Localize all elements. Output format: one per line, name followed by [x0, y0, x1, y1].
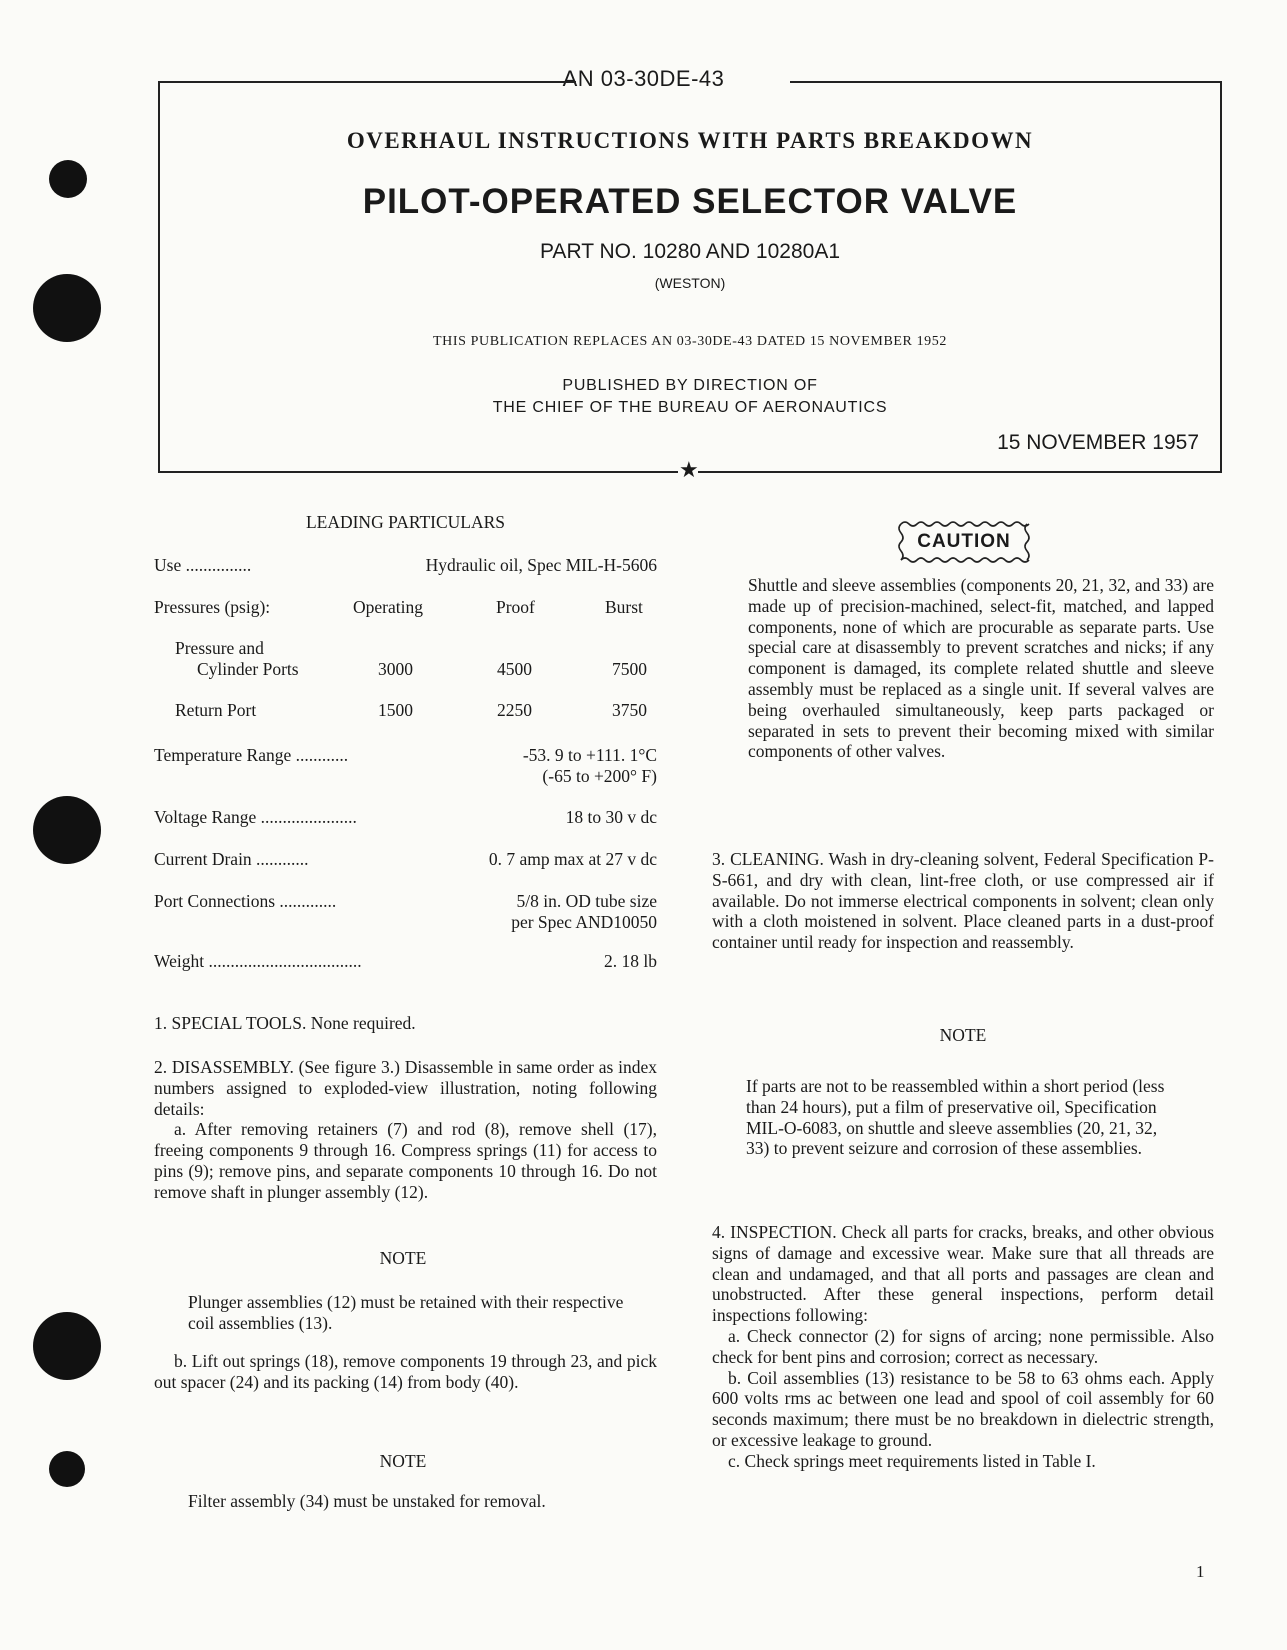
- special-tools-text: 1. SPECIAL TOOLS. None required.: [154, 1013, 416, 1033]
- port-value-spec: per Spec AND10050: [511, 912, 657, 932]
- row-label: Return Port: [175, 700, 257, 720]
- temperature-row: [154, 745, 657, 766]
- cleaning-text: 3. CLEANING. Wash in dry-cleaning solvent, Federal Specification P-S-661, and dry with clean, lint-free cloth, or use compressed air if available. Do not immerse electrical components in solvent; clean only with a cloth moistened in solvent. Place cleaned parts in a dust-proof container until ready for inspection and reassembly.: [712, 849, 1214, 953]
- port-row: [154, 891, 657, 912]
- page-number: 1: [1196, 1562, 1205, 1581]
- port-label: Port Connections .............: [154, 891, 337, 911]
- disassembly-step-b: [154, 1351, 657, 1393]
- inspection-text: 4. INSPECTION. Check all parts for cracks, breaks, and other obvious signs of damage and excessive wear. Make sure that all threads are clean and undamaged, and that all ports and passages are clean and unobstructed. After these general inspections, perform detail inspections following:: [712, 1222, 1214, 1326]
- star-icon: ★: [679, 457, 699, 482]
- pressures-header-row: [154, 597, 657, 618]
- port-value: 5/8 in. OD tube size: [516, 891, 657, 911]
- inspection-step-c: c. Check springs meet requirements listed in Table I.: [728, 1450, 1096, 1471]
- note-body: Filter assembly (34) must be unstaked for removal.: [188, 1491, 546, 1511]
- weight-row: [154, 951, 657, 972]
- current-value: 0. 7 amp max at 27 v dc: [488, 849, 657, 869]
- leading-particulars-heading: LEADING PARTICULARS: [305, 512, 506, 532]
- caution-text: [748, 575, 1214, 762]
- burst-value: 3750: [612, 700, 647, 720]
- document-number: AN 03-30DE-43: [562, 66, 725, 91]
- use-row: [154, 555, 657, 576]
- special-tools-section: [154, 1013, 657, 1034]
- row-label: Pressure and: [175, 638, 264, 658]
- col-burst: Burst: [605, 597, 643, 617]
- note-text: [188, 1491, 628, 1512]
- disassembly-text: 2. DISASSEMBLY. (See figure 3.) Disassemble in same order as index numbers assigned to exploded-view illustration, noting following details:: [154, 1057, 657, 1119]
- row-label: Cylinder Ports: [197, 659, 299, 679]
- inspection-section: [712, 1222, 1214, 1472]
- note-body: If parts are not to be reassembled within a short period (less than 24 hours), put a film of preservative oil, Specification MIL-O-6083, on shuttle and sleeve assemblies (20, 21, 32, 33) to prevent seizure and corrosion of these assemblies.: [746, 1076, 1165, 1159]
- use-value: Hydraulic oil, Spec MIL-H-5606: [425, 555, 657, 575]
- punch-hole: [33, 1312, 101, 1380]
- voltage-row: [154, 807, 657, 828]
- document-subtitle: OVERHAUL INSTRUCTIONS WITH PARTS BREAKDOWN: [346, 128, 1034, 153]
- proof-value: 4500: [497, 659, 532, 679]
- col-operating: Operating: [353, 597, 423, 617]
- current-row: [154, 849, 657, 870]
- note-heading: NOTE: [379, 1248, 427, 1268]
- weight-value: 2. 18 lb: [604, 951, 657, 971]
- published-by-authority: THE CHIEF OF THE BUREAU OF AERONAUTICS: [492, 399, 888, 416]
- note-text: [746, 1076, 1178, 1159]
- temperature-value-f: (-65 to +200° F): [542, 766, 657, 786]
- note-text: [188, 1292, 628, 1334]
- disassembly-step-a: a. After removing retainers (7) and rod (8), remove shell (17), freeing components 9 through 16. Compress springs (11) for access to pins (9); remove pins, and separate components 10 through 16. Do not remove shaft in plunger assembly (12).: [154, 1119, 657, 1202]
- operating-value: 1500: [378, 700, 413, 720]
- inspection-step-b: b. Coil assemblies (13) resistance to be 58 to 63 ohms each. Apply 600 volts rms ac between one lead and spool of coil assembly for 60 seconds maximum; there must be no breakdown in dielectric strength, or excessive leakage to ground.: [712, 1367, 1214, 1450]
- caution-label: CAUTION: [917, 531, 1011, 552]
- cleaning-section: [712, 849, 1214, 953]
- note-heading: NOTE: [379, 1451, 427, 1471]
- proof-value: 2250: [497, 700, 532, 720]
- punch-hole: [49, 1451, 85, 1487]
- note-body: Plunger assemblies (12) must be retained with their respective coil assemblies (13).: [188, 1292, 624, 1333]
- note-heading: NOTE: [939, 1025, 987, 1045]
- caution-box: [895, 518, 1033, 566]
- punch-hole: [49, 160, 87, 198]
- punch-hole: [33, 796, 101, 864]
- weight-label: Weight ...................................: [154, 951, 362, 971]
- use-label: Use ...............: [154, 555, 252, 575]
- punch-hole: [33, 274, 101, 342]
- burst-value: 7500: [612, 659, 647, 679]
- voltage-label: Voltage Range ......................: [154, 807, 357, 827]
- voltage-value: 18 to 30 v dc: [565, 807, 657, 827]
- inspection-step-a: a. Check connector (2) for signs of arcing; none permissible. Also check for bent pins and corrosion; correct as necessary.: [712, 1325, 1214, 1367]
- part-number: PART NO. 10280 AND 10280A1: [539, 240, 841, 263]
- document-title: PILOT-OPERATED SELECTOR VALVE: [362, 182, 1018, 221]
- frame-border: [158, 81, 576, 83]
- publication-date: 15 NOVEMBER 1957: [997, 431, 1199, 454]
- col-proof: Proof: [496, 597, 535, 617]
- current-label: Current Drain ............: [154, 849, 309, 869]
- step-b-text: b. Lift out springs (18), remove components 19 through 23, and pick out spacer (24) and its packing (14) from body (40).: [154, 1351, 657, 1392]
- temperature-value: -53. 9 to +111. 1°C: [522, 745, 657, 765]
- operating-value: 3000: [378, 659, 413, 679]
- temperature-label: Temperature Range ............: [154, 745, 349, 765]
- frame-border: [158, 471, 678, 473]
- published-by: PUBLISHED BY DIRECTION OF: [562, 377, 818, 394]
- disassembly-section: [154, 1057, 657, 1203]
- pressures-label: Pressures (psig):: [154, 597, 271, 617]
- replaces-notice: THIS PUBLICATION REPLACES AN 03-30DE-43 DATED 15 NOVEMBER 1952: [433, 334, 947, 349]
- caution-body: Shuttle and sleeve assemblies (components 20, 21, 32, and 33) are made up of precision-machined, select-fit, matched, and lapped components, none of which are procurable as separate parts. Use special care at disassembly to prevent scratches and nicks; if any component is damaged, its complete related shuttle and sleeve assembly must be replaced as a single unit. If several valves are being overhauled simultaneously, keep parts packaged or separated in sets to prevent their becoming mixed with similar components of other valves.: [748, 575, 1214, 762]
- frame-border: [790, 81, 1220, 83]
- frame-border: [698, 471, 1222, 473]
- manufacturer: (WESTON): [654, 275, 726, 291]
